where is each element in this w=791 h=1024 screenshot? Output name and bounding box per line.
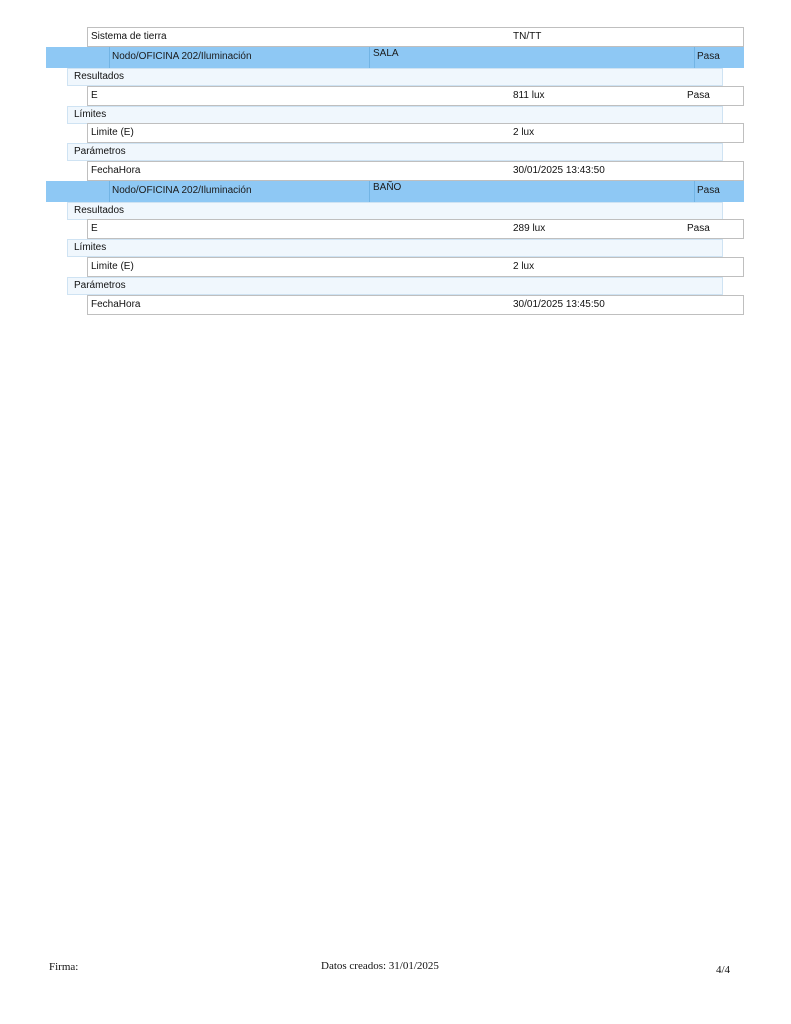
param-result [656,295,744,315]
created-date: Datos creados: 31/01/2025 [321,960,439,972]
result-status: Pasa [656,86,744,106]
param-label: FechaHora [87,295,511,315]
table-row-params [0,295,791,315]
param-label: FechaHora [87,161,511,181]
node-path-label: Nodo/OFICINA 202/Iluminación [112,185,252,196]
node-location: SALA [373,48,399,59]
node-status-badge: Pasa [697,185,720,196]
section-limits-title: Límites [67,239,723,257]
param-result [656,161,744,181]
table-row-results [0,86,791,106]
earth-system-value: TN/TT [510,27,657,47]
result-label: E [87,86,511,106]
node-path-label: Nodo/OFICINA 202/Iluminación [112,51,252,62]
limit-label: Limite (E) [87,257,511,277]
param-value: 30/01/2025 13:45:50 [510,295,657,315]
limit-result [656,257,744,277]
section-results-title: Resultados [67,202,723,220]
table-row-results [0,219,791,239]
result-value: 811 lux [510,86,657,106]
limit-value: 2 lux [510,257,657,277]
limit-label: Limite (E) [87,123,511,143]
limit-result [656,123,744,143]
section-params-title: Parámetros [67,143,723,161]
section-results-title: Resultados [67,68,723,86]
earth-system-result [656,27,744,47]
result-value: 289 lux [510,219,657,239]
signature-label: Firma: [49,961,79,973]
limit-value: 2 lux [510,123,657,143]
result-label: E [87,219,511,239]
table-row-limits [0,123,791,143]
node-location: BAÑO [373,182,402,193]
earth-system-label: Sistema de tierra [87,27,511,47]
section-params-title: Parámetros [67,277,723,295]
node-header-bano [46,181,744,202]
node-status-badge: Pasa [697,51,720,62]
table-row-limits [0,257,791,277]
section-limits-title: Límites [67,106,723,124]
result-status: Pasa [656,219,744,239]
node-header-sala [46,47,744,68]
param-value: 30/01/2025 13:43:50 [510,161,657,181]
page-number: 4/4 [716,964,731,976]
